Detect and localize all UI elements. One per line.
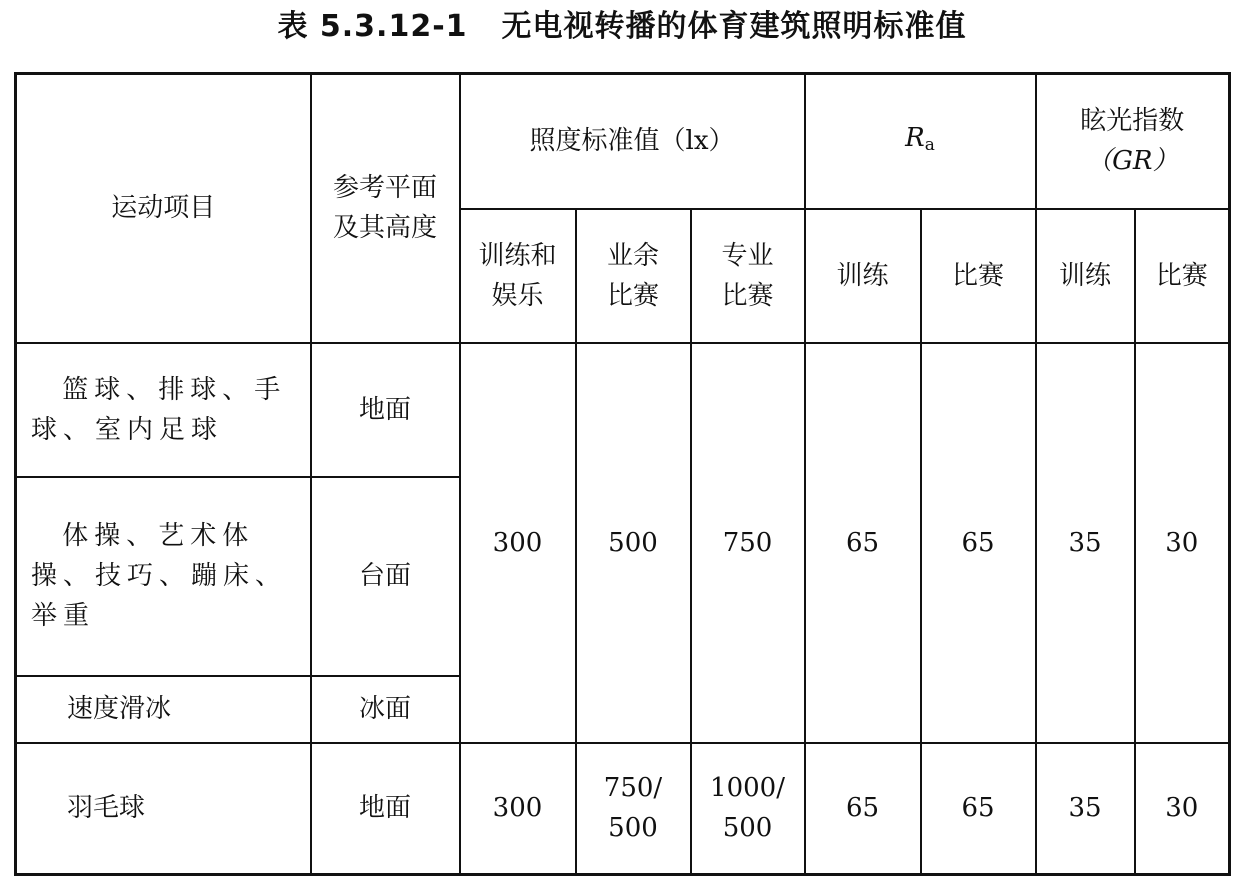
value-ra-train: 65 [805,743,921,875]
value-amateur-line2: 500 [608,813,658,844]
value-pro [691,743,805,875]
plane-cell: 地面 [311,743,460,875]
value-gr-match: 30 [1135,743,1230,875]
value-pro: 750 [691,343,805,743]
header-gr-match: 比赛 [1135,209,1230,343]
header-gr-train: 训练 [1036,209,1135,343]
header-ra-letter: R [905,122,925,153]
sport-line: 羽毛球 [67,793,146,824]
header-plane-line2: 及其高度 [332,213,437,244]
header-amateur-line2: 比赛 [606,280,659,311]
value-pro-line2: 500 [722,813,773,844]
table-number: 表 5.3.12-1 [277,9,468,44]
header-plane [311,74,460,343]
header-amateur-line1: 业余 [606,240,659,271]
value-pro-line1: 1000/ [710,773,785,804]
sport-cell [16,477,311,676]
header-plane-line1: 参考平面 [332,173,437,204]
header-pro [691,209,805,343]
header-train-ent [460,209,576,343]
header-ra-match: 比赛 [921,209,1036,343]
value-gr-train: 35 [1036,343,1135,743]
header-train-ent-line1: 训练和 [478,240,557,271]
header-illuminance: 照度标准值（lx） [460,74,805,209]
value-gr-train: 35 [1036,743,1135,875]
sport-line: 速度滑冰 [67,694,172,724]
header-pro-line1: 专业 [721,240,774,271]
header-glare-line2: （GR） [1086,146,1179,177]
sport-cell [16,343,311,477]
header-ra-sub: a [924,134,935,155]
sport-line: 球、室内足球 [31,414,224,445]
table-title [0,6,1244,48]
value-ra-match: 65 [921,743,1036,875]
sport-cell [16,676,311,743]
table-row [16,343,1230,477]
sport-cell [16,743,311,875]
sport-line: 篮球、排球、手 [62,374,287,405]
table-title-text: 无电视转播的体育建筑照明标准值 [501,9,967,44]
header-train-ent-line2: 娱乐 [491,280,544,311]
value-gr-match: 30 [1135,343,1230,743]
plane-cell: 台面 [311,477,460,676]
sport-line: 举重 [31,601,96,631]
header-glare [1036,74,1230,209]
header-row-1 [16,74,1230,209]
value-train-ent: 300 [460,343,576,743]
header-ra [805,74,1036,209]
header-sport: 运动项目 [16,74,311,343]
header-pro-line2: 比赛 [721,280,774,311]
lighting-standard-table [14,72,1231,876]
header-amateur [576,209,691,343]
header-glare-line1: 眩光指数 [1080,106,1185,137]
header-ra-train: 训练 [805,209,921,343]
plane-cell: 冰面 [311,676,460,743]
value-train-ent: 300 [460,743,576,875]
plane-cell: 地面 [311,343,460,477]
value-amateur: 500 [576,343,691,743]
value-amateur [576,743,691,875]
value-amateur-line1: 750/ [603,773,663,804]
value-ra-train: 65 [805,343,921,743]
sport-line: 体操、艺术体 [62,521,255,551]
table-row-badminton [16,743,1230,875]
sport-line: 操、技巧、蹦床、 [31,561,288,591]
value-ra-match: 65 [921,343,1036,743]
